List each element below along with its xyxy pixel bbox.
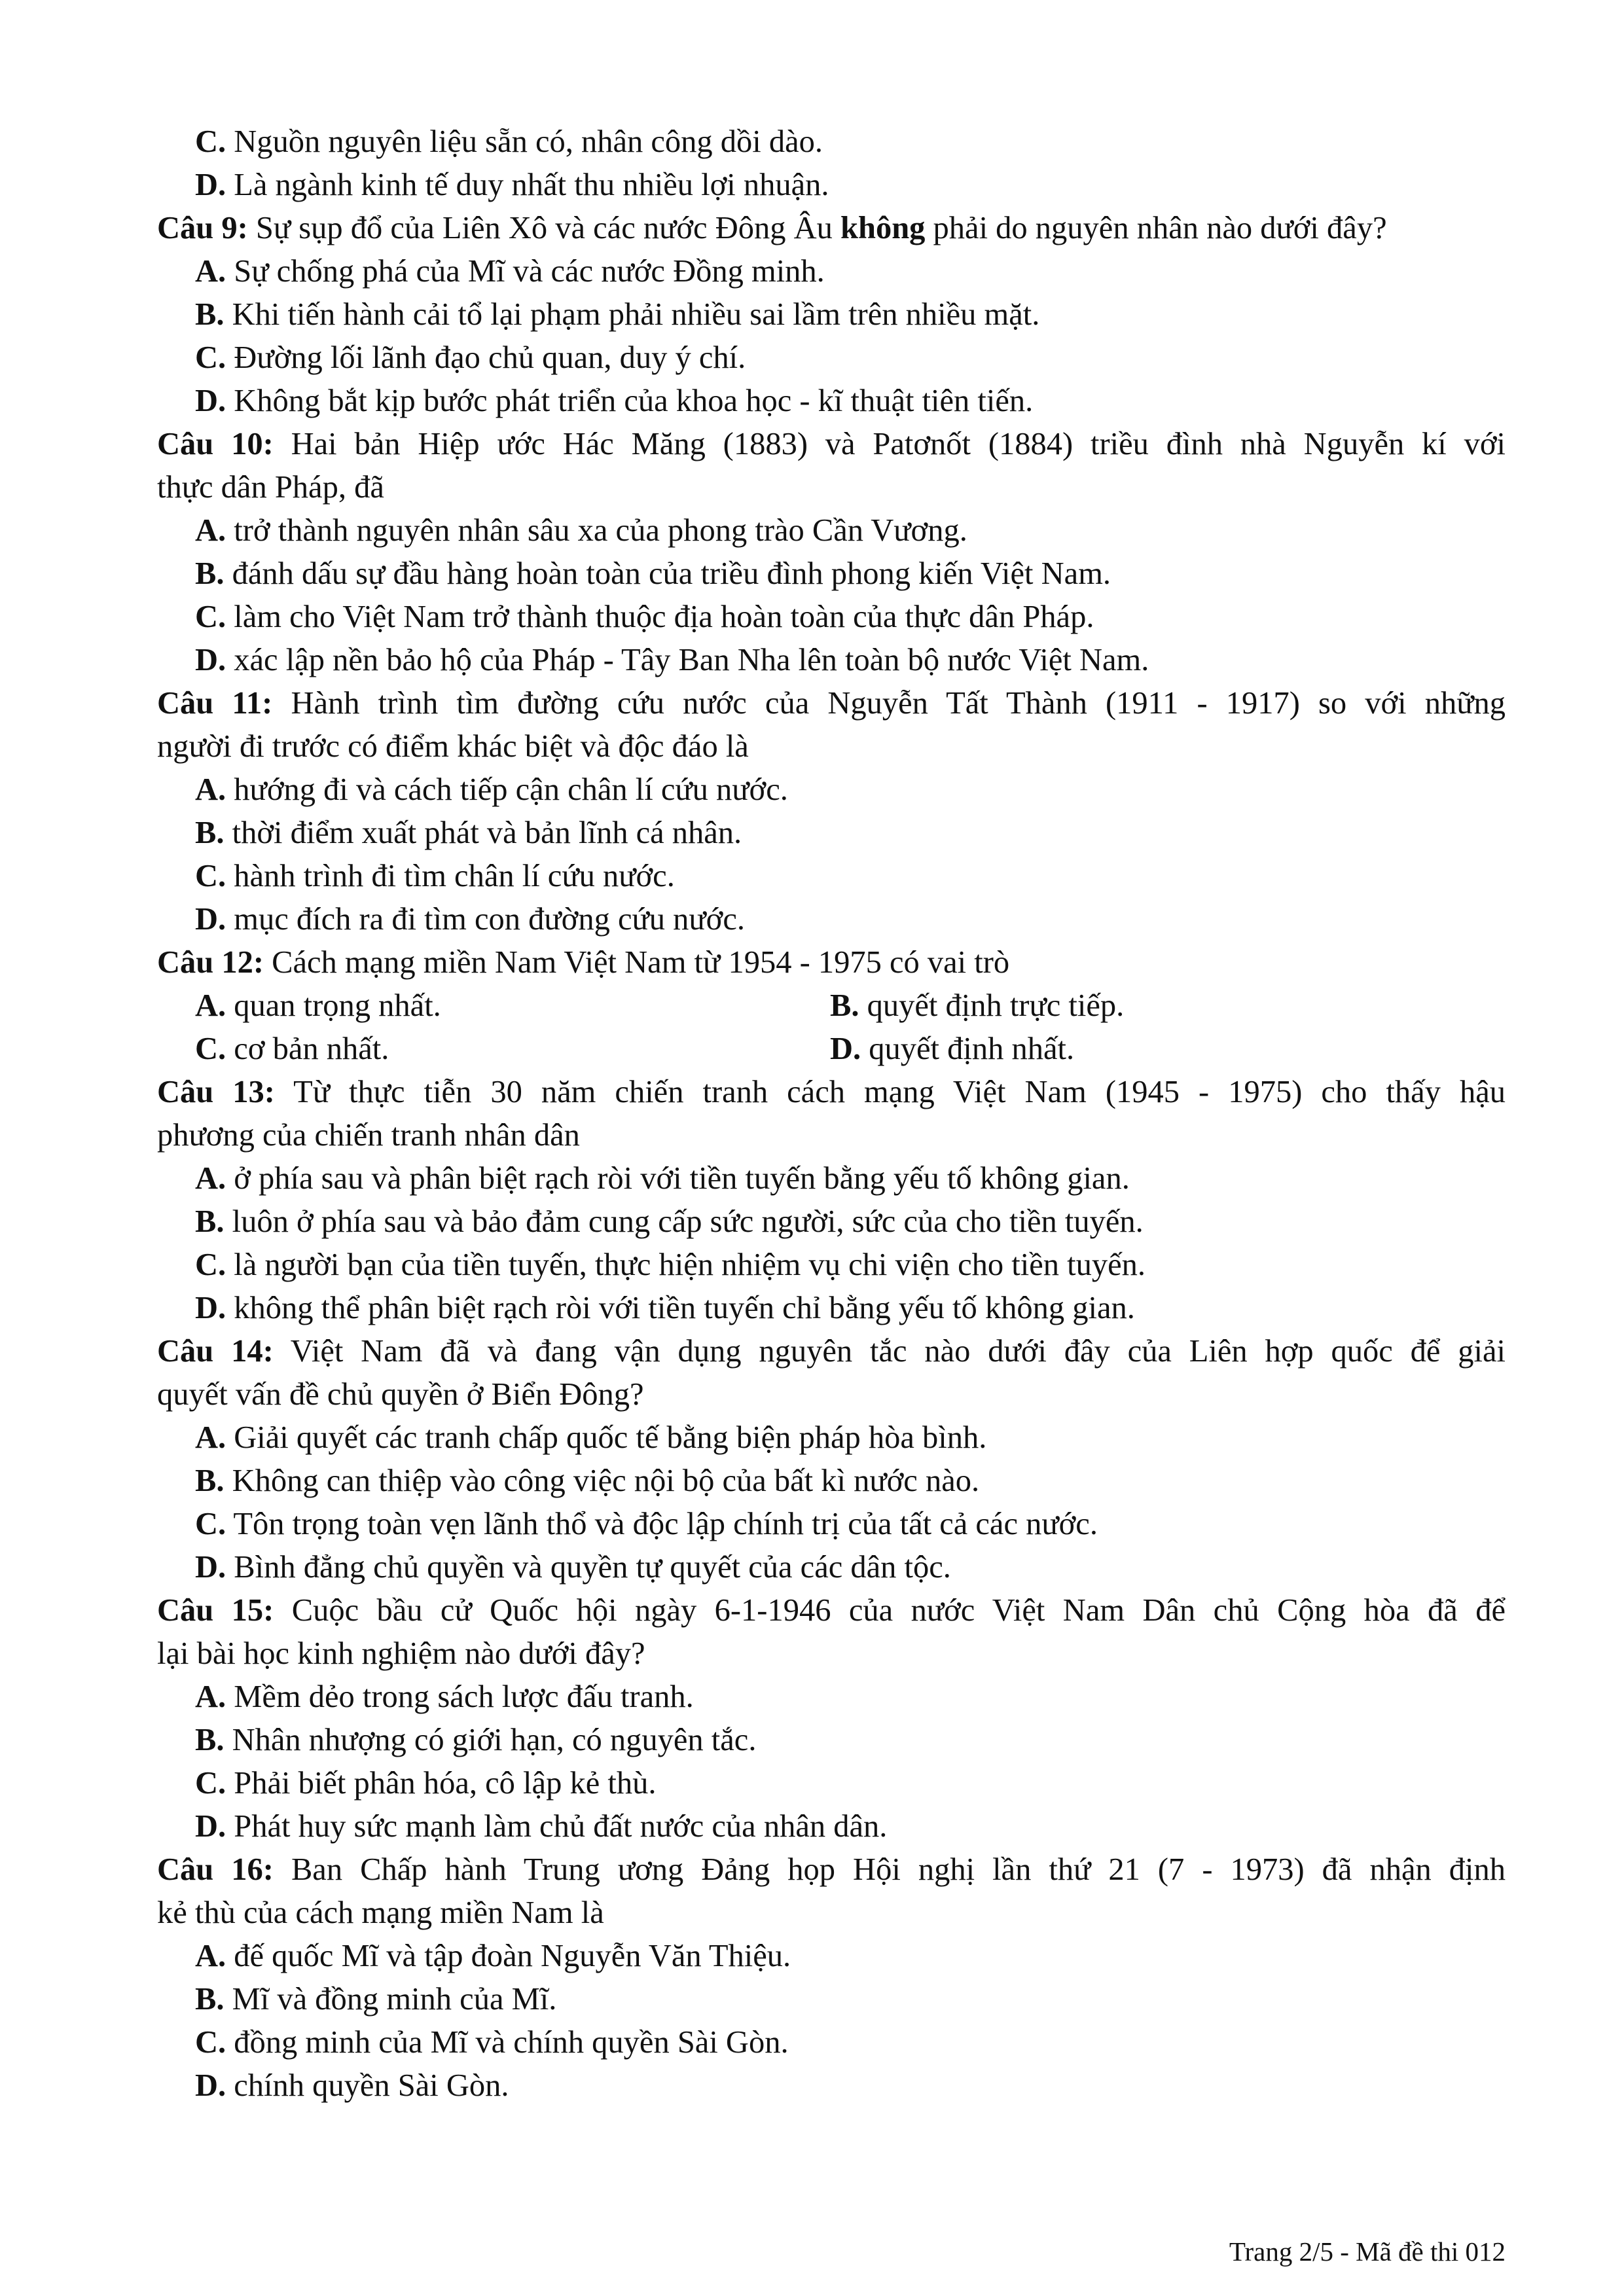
option-text: Mềm dẻo trong sách lược đấu tranh. [234, 1679, 694, 1714]
question-text: Việt Nam đã và đang vận dụng nguyên tắc nào dưới đây của Liên hợp quốc để giải [290, 1334, 1506, 1369]
q10-option-d [195, 639, 1504, 682]
option-label: C. [195, 124, 226, 159]
q9-option-a [195, 250, 1504, 293]
option-label: C. [195, 1507, 226, 1541]
question-label: Câu 15: [157, 1593, 274, 1628]
option-text: Đường lối lãnh đạo chủ quan, duy ý chí. [234, 340, 746, 375]
option-label: A. [195, 1420, 226, 1455]
option-label: D. [195, 168, 226, 202]
option-label: A. [195, 1939, 226, 1973]
q15-option-a [195, 1676, 1504, 1719]
q12-option-d [830, 1028, 1485, 1071]
option-text: Mĩ và đồng minh của Mĩ. [232, 1982, 557, 2017]
q12-option-b [830, 984, 1485, 1028]
question-text: lại bài học kinh nghiệm nào dưới đây? [157, 1636, 645, 1671]
question-label: Câu 10: [157, 427, 274, 461]
q14-option-b [195, 1460, 1504, 1503]
question-text: Cách mạng miền Nam Việt Nam từ 1954 - 1975 có vai trò [272, 945, 1010, 980]
q9-option-c [195, 336, 1504, 380]
option-label: D. [830, 1031, 861, 1066]
option-text: Sự chống phá của Mĩ và các nước Đồng minh. [234, 254, 825, 289]
option-text: quyết định trực tiếp. [867, 988, 1125, 1023]
q10-option-a [195, 509, 1504, 552]
q16-option-a [195, 1935, 1504, 1978]
question-text: Hành trình tìm đường cứu nước của Nguyễn Tất Thành (1911 - 1917) so với những [291, 686, 1506, 721]
question-16-stem [157, 1848, 1506, 1892]
question-15-stem [157, 1589, 1506, 1632]
q10-option-c [195, 596, 1504, 639]
option-d-prev [195, 164, 1504, 207]
option-text: là người bạn của tiền tuyến, thực hiện nhiệm vụ chi viện cho tiền tuyến. [234, 1247, 1146, 1282]
question-text: phương của chiến tranh nhân dân [157, 1118, 580, 1153]
question-emphasis: không [840, 211, 926, 245]
option-label: A. [195, 1161, 226, 1196]
option-text: luôn ở phía sau và bảo đảm cung cấp sức người, sức của cho tiền tuyến. [232, 1204, 1144, 1239]
q15-option-d [195, 1805, 1504, 1848]
question-text: Ban Chấp hành Trung ương Đảng họp Hội nghị lần thứ 21 (7 - 1973) đã nhận định [291, 1852, 1506, 1887]
option-label: D. [195, 902, 226, 937]
option-text: đánh dấu sự đầu hàng hoàn toàn của triều đình phong kiến Việt Nam. [232, 556, 1111, 591]
question-label: Câu 13: [157, 1075, 275, 1109]
option-label: A. [195, 513, 226, 548]
option-label: D. [195, 643, 226, 677]
option-text: Không can thiệp vào công việc nội bộ của bất kì nước nào. [232, 1463, 980, 1498]
q13-option-d [195, 1287, 1504, 1330]
question-label: Câu 12: [157, 945, 264, 980]
q10-option-b [195, 552, 1504, 596]
question-label: Câu 9: [157, 211, 248, 245]
option-label: C. [195, 1031, 226, 1066]
question-11-stem [157, 682, 1506, 725]
option-text: Là ngành kinh tế duy nhất thu nhiều lợi nhuận. [234, 168, 829, 202]
option-text: đế quốc Mĩ và tập đoàn Nguyễn Văn Thiệu. [234, 1939, 791, 1973]
option-text: thời điểm xuất phát và bản lĩnh cá nhân. [232, 816, 742, 850]
option-text: Không bắt kịp bước phát triển của khoa học - kĩ thuật tiên tiến. [234, 384, 1034, 418]
option-c-prev [195, 120, 1504, 164]
question-text: thực dân Pháp, đã [157, 470, 384, 505]
option-text: đồng minh của Mĩ và chính quyền Sài Gòn. [234, 2025, 789, 2060]
question-9-stem [157, 207, 1506, 250]
q13-option-c [195, 1244, 1504, 1287]
option-text: Giải quyết các tranh chấp quốc tế bằng biện pháp hòa bình. [234, 1420, 987, 1455]
q16-option-b [195, 1978, 1504, 2021]
question-text: Từ thực tiễn 30 năm chiến tranh cách mạng Việt Nam (1945 - 1975) cho thấy hậu [293, 1075, 1506, 1109]
question-10-stem [157, 423, 1506, 466]
option-text: Nhân nhượng có giới hạn, có nguyên tắc. [232, 1723, 757, 1757]
question-15-stem-cont [157, 1632, 1506, 1676]
q9-option-b [195, 293, 1504, 336]
option-label: B. [195, 1204, 225, 1239]
question-label: Câu 16: [157, 1852, 274, 1887]
option-text: chính quyền Sài Gòn. [234, 2068, 509, 2103]
option-text: Nguồn nguyên liệu sẵn có, nhân công dồi dào. [234, 124, 823, 159]
question-text: quyết vấn đề chủ quyền ở Biển Đông? [157, 1377, 644, 1412]
q11-option-d [195, 898, 1504, 941]
question-13-stem-cont [157, 1114, 1506, 1157]
option-label: A. [195, 1679, 226, 1714]
q9-option-d [195, 380, 1504, 423]
question-text: kẻ thù của cách mạng miền Nam là [157, 1895, 604, 1930]
q13-option-a [195, 1157, 1504, 1200]
option-label: C. [195, 600, 226, 634]
option-label: B. [195, 556, 225, 591]
option-label: C. [195, 2025, 226, 2060]
question-11-stem-cont [157, 725, 1506, 768]
option-text: quan trọng nhất. [234, 988, 441, 1023]
question-text: Sự sụp đổ của Liên Xô và các nước Đông Âu [255, 211, 833, 245]
option-label: A. [195, 988, 226, 1023]
option-text: ở phía sau và phân biệt rạch ròi với tiền tuyến bằng yếu tố không gian. [234, 1161, 1130, 1196]
option-label: B. [195, 297, 225, 332]
option-text: mục đích ra đi tìm con đường cứu nước. [234, 902, 745, 937]
option-text: không thể phân biệt rạch ròi với tiền tuyến chỉ bằng yếu tố không gian. [234, 1291, 1135, 1325]
question-13-stem [157, 1071, 1506, 1114]
q11-option-b [195, 812, 1504, 855]
option-label: B. [195, 1723, 225, 1757]
option-text: làm cho Việt Nam trở thành thuộc địa hoàn toàn của thực dân Pháp. [234, 600, 1094, 634]
q14-option-d [195, 1546, 1504, 1589]
question-14-stem [157, 1330, 1506, 1373]
option-text: hướng đi và cách tiếp cận chân lí cứu nước. [234, 772, 788, 807]
question-text: phải do nguyên nhân nào dưới đây? [933, 211, 1387, 245]
option-label: B. [830, 988, 859, 1023]
q14-option-c [195, 1503, 1504, 1546]
option-text: cơ bản nhất. [234, 1031, 389, 1066]
question-12-stem [157, 941, 1506, 984]
option-text: Phát huy sức mạnh làm chủ đất nước của nhân dân. [234, 1809, 888, 1844]
option-label: D. [195, 1809, 226, 1844]
question-label: Câu 11: [157, 686, 273, 721]
option-text: Phải biết phân hóa, cô lập kẻ thù. [234, 1766, 657, 1801]
option-label: B. [195, 1463, 225, 1498]
q15-option-c [195, 1762, 1504, 1805]
q16-option-c [195, 2021, 1504, 2064]
option-label: A. [195, 254, 226, 289]
option-label: B. [195, 1982, 225, 2017]
option-text: Bình đẳng chủ quyền và quyền tự quyết của các dân tộc. [234, 1550, 951, 1585]
option-text: hành trình đi tìm chân lí cứu nước. [234, 859, 675, 893]
q13-option-b [195, 1200, 1504, 1244]
option-label: C. [195, 859, 226, 893]
question-text: Hai bản Hiệp ước Hác Măng (1883) và Patơnốt (1884) triều đình nhà Nguyễn kí với [291, 427, 1506, 461]
option-label: D. [195, 384, 226, 418]
option-label: D. [195, 1291, 226, 1325]
question-10-stem-cont [157, 466, 1506, 509]
page-footer: Trang 2/5 - Mã đề thi 012 [1229, 2236, 1506, 2267]
question-text: Cuộc bầu cử Quốc hội ngày 6-1-1946 của nước Việt Nam Dân chủ Cộng hòa đã để [291, 1593, 1506, 1628]
option-label: C. [195, 1247, 226, 1282]
option-text: Tôn trọng toàn vẹn lãnh thổ và độc lập chính trị của tất cả các nước. [233, 1507, 1098, 1541]
option-label: B. [195, 816, 225, 850]
option-label: C. [195, 340, 226, 375]
option-text: xác lập nền bảo hộ của Pháp - Tây Ban Nha lên toàn bộ nước Việt Nam. [234, 643, 1149, 677]
q11-option-c [195, 855, 1504, 898]
q11-option-a [195, 768, 1504, 812]
question-text: người đi trước có điểm khác biệt và độc đáo là [157, 729, 749, 764]
q16-option-d [195, 2064, 1504, 2108]
question-16-stem-cont [157, 1892, 1506, 1935]
question-label: Câu 14: [157, 1334, 274, 1369]
question-14-stem-cont [157, 1373, 1506, 1416]
option-text: trở thành nguyên nhân sâu xa của phong trào Cần Vương. [234, 513, 967, 548]
option-label: A. [195, 772, 226, 807]
option-text: quyết định nhất. [869, 1031, 1075, 1066]
option-text: Khi tiến hành cải tổ lại phạm phải nhiều sai lầm trên nhiều mặt. [232, 297, 1040, 332]
option-label: D. [195, 1550, 226, 1585]
option-label: C. [195, 1766, 226, 1801]
option-label: D. [195, 2068, 226, 2103]
q14-option-a [195, 1416, 1504, 1460]
q15-option-b [195, 1719, 1504, 1762]
